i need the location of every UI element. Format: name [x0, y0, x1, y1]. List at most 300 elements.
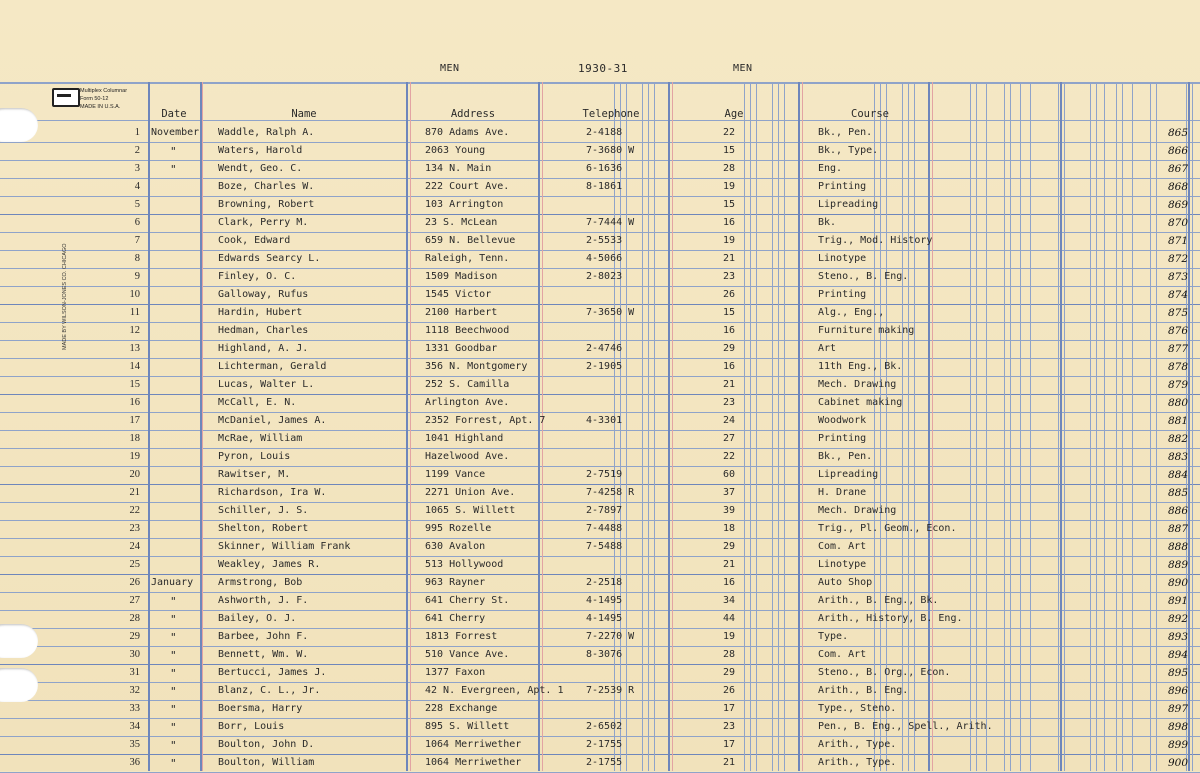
student-name: Bertucci, James J.: [218, 667, 327, 678]
student-address: 1041 Highland: [425, 433, 504, 444]
top-caption-right: MEN: [733, 63, 753, 74]
row-number: 10: [129, 289, 140, 300]
course-list: 11th Eng., Bk.: [818, 361, 903, 372]
student-name: Armstrong, Bob: [218, 577, 303, 588]
row-number: 11: [129, 307, 140, 318]
student-age: 28: [723, 649, 736, 660]
course-list: Printing: [818, 289, 867, 300]
student-age: 19: [723, 181, 736, 192]
telephone-number: 2-6502: [586, 721, 623, 732]
row-number: 36: [129, 757, 140, 768]
course-list: Lipreading: [818, 199, 879, 210]
record-number: 885: [1167, 487, 1188, 499]
telephone-number: 4-5066: [586, 253, 623, 264]
top-caption-left: MEN: [440, 63, 460, 74]
row-number: 28: [129, 613, 140, 624]
vertical-rule: [648, 82, 649, 771]
ditto-mark: ": [170, 163, 177, 176]
student-age: 17: [723, 739, 736, 750]
student-address: 2100 Harbert: [425, 307, 498, 318]
row-number: 32: [129, 685, 140, 696]
student-name: McDaniel, James A.: [218, 415, 327, 426]
telephone-number: 2-2518: [586, 577, 623, 588]
student-address: 222 Court Ave.: [425, 181, 510, 192]
student-name: Schiller, J. S.: [218, 505, 309, 516]
record-number: 900: [1167, 757, 1188, 769]
record-number: 895: [1167, 667, 1188, 679]
student-age: 21: [723, 379, 736, 390]
vertical-rule: [1058, 82, 1059, 771]
student-name: Shelton, Robert: [218, 523, 309, 534]
record-number: 879: [1167, 379, 1188, 391]
course-list: Type.: [818, 631, 849, 642]
student-name: Rawitser, M.: [218, 469, 291, 480]
telephone-number: 7-3680 W: [586, 145, 635, 156]
row-number: 30: [129, 649, 140, 660]
vertical-rule: [626, 82, 627, 771]
vertical-rule: [784, 82, 785, 771]
record-number: 865: [1167, 127, 1188, 139]
student-age: 24: [723, 415, 736, 426]
student-address: 1545 Victor: [425, 289, 492, 300]
column-header-telephone: Telephone: [582, 108, 640, 120]
vertical-rule: [654, 82, 655, 771]
vertical-rule: [202, 82, 203, 771]
record-number: 890: [1167, 577, 1188, 589]
row-number: 19: [129, 451, 140, 462]
student-age: 29: [723, 667, 736, 678]
student-age: 21: [723, 253, 736, 264]
telephone-number: 8-1861: [586, 181, 623, 192]
student-age: 15: [723, 307, 736, 318]
column-header-address: Address: [450, 108, 496, 120]
binder-hole: [0, 108, 38, 142]
student-address: 1064 Merriwether: [425, 757, 522, 768]
vertical-rule: [1060, 82, 1062, 771]
vertical-rule: [538, 82, 540, 771]
telephone-number: 8-3076: [586, 649, 623, 660]
course-list: Bk., Pen.: [818, 127, 873, 138]
telephone-number: 2-1755: [586, 757, 623, 768]
row-number: 23: [129, 523, 140, 534]
vertical-rule: [1020, 82, 1021, 771]
student-age: 21: [723, 757, 736, 768]
student-age: 23: [723, 271, 736, 282]
student-age: 28: [723, 163, 736, 174]
student-address: 870 Adams Ave.: [425, 127, 510, 138]
student-address: 1118 Beechwood: [425, 325, 510, 336]
student-name: Bailey, O. J.: [218, 613, 297, 624]
record-number: 899: [1167, 739, 1188, 751]
student-name: Waddle, Ralph A.: [218, 127, 315, 138]
row-number: 15: [129, 379, 140, 390]
student-address: 252 S. Camilla: [425, 379, 510, 390]
course-list: Woodwork: [818, 415, 867, 426]
row-number: 25: [129, 559, 140, 570]
course-list: Bk.: [818, 217, 837, 228]
student-address: 228 Exchange: [425, 703, 498, 714]
wilson-jones-logo: [52, 88, 80, 107]
vertical-rule: [1064, 82, 1065, 771]
record-number: 871: [1167, 235, 1188, 247]
student-age: 27: [723, 433, 736, 444]
course-list: Arith., B. Eng.: [818, 685, 909, 696]
student-address: 963 Rayner: [425, 577, 486, 588]
record-number: 870: [1167, 217, 1188, 229]
row-number: 2: [134, 145, 140, 156]
telephone-number: 7-3650 W: [586, 307, 635, 318]
student-age: 16: [723, 577, 736, 588]
student-name: Boulton, John D.: [218, 739, 315, 750]
telephone-number: 4-3301: [586, 415, 623, 426]
record-number: 896: [1167, 685, 1188, 697]
student-name: McRae, William: [218, 433, 303, 444]
course-list: Mech. Drawing: [818, 505, 897, 516]
course-list: Steno., B. Org., Econ.: [818, 667, 951, 678]
student-name: Edwards Searcy L.: [218, 253, 321, 264]
course-list: Com. Art: [818, 541, 867, 552]
telephone-number: 6-1636: [586, 163, 623, 174]
record-number: 898: [1167, 721, 1188, 733]
course-list: Alg., Eng.,: [818, 307, 885, 318]
ditto-mark: ": [170, 595, 177, 608]
vertical-rule: [1104, 82, 1105, 771]
record-number: 891: [1167, 595, 1188, 607]
vertical-rule: [406, 82, 408, 771]
telephone-number: 7-2539 R: [586, 685, 635, 696]
record-number: 877: [1167, 343, 1188, 355]
vertical-rule: [410, 82, 411, 771]
record-number: 894: [1167, 649, 1188, 661]
column-header-course: Course: [851, 108, 889, 120]
vertical-rule: [1096, 82, 1097, 771]
student-name: Barbee, John F.: [218, 631, 309, 642]
row-number: 24: [129, 541, 140, 552]
year-caption: 1930-31: [578, 62, 628, 75]
row-number: 8: [134, 253, 140, 264]
vertical-rule: [642, 82, 643, 771]
student-age: 18: [723, 523, 736, 534]
row-number: 34: [129, 721, 140, 732]
student-address: 2352 Forrest, Apt. 7: [425, 415, 546, 426]
row-number: 21: [129, 487, 140, 498]
row-number: 17: [129, 415, 140, 426]
telephone-number: 7-5488: [586, 541, 623, 552]
student-address: 641 Cherry St.: [425, 595, 510, 606]
ditto-mark: ": [170, 631, 177, 644]
record-number: 875: [1167, 307, 1188, 319]
student-name: Skinner, William Frank: [218, 541, 351, 552]
entry-date: November: [151, 127, 200, 138]
student-age: 19: [723, 631, 736, 642]
student-address: 1377 Faxon: [425, 667, 486, 678]
vertical-rule: [1090, 82, 1091, 771]
student-name: Galloway, Rufus: [218, 289, 309, 300]
vertical-rule: [1116, 82, 1117, 771]
row-number: 29: [129, 631, 140, 642]
vertical-rule: [976, 82, 977, 771]
student-address: 630 Avalon: [425, 541, 486, 552]
vertical-rule: [744, 82, 745, 771]
student-name: Browning, Robert: [218, 199, 315, 210]
telephone-number: 7-4488: [586, 523, 623, 534]
student-age: 19: [723, 235, 736, 246]
course-list: Arith., History, B. Eng.: [818, 613, 963, 624]
student-address: 510 Vance Ave.: [425, 649, 510, 660]
student-address: 23 S. McLean: [425, 217, 498, 228]
student-name: Hedman, Charles: [218, 325, 309, 336]
ditto-mark: ": [170, 145, 177, 158]
vertical-rule: [1150, 82, 1151, 771]
course-list: Bk., Pen.: [818, 451, 873, 462]
student-name: Waters, Harold: [218, 145, 303, 156]
student-name: Ashworth, J. F.: [218, 595, 309, 606]
student-age: 22: [723, 451, 736, 462]
course-list: Auto Shop: [818, 577, 873, 588]
logo-line-3: MADE IN U.S.A.: [80, 104, 121, 110]
student-address: 513 Hollywood: [425, 559, 504, 570]
telephone-number: 2-4746: [586, 343, 623, 354]
row-number: 7: [134, 235, 140, 246]
student-name: Richardson, Ira W.: [218, 487, 327, 498]
course-list: Printing: [818, 181, 867, 192]
student-age: 26: [723, 685, 736, 696]
student-name: Highland, A. J.: [218, 343, 309, 354]
manufacturer-mark: MADE BY WILSON-JONES CO. CHICAGO: [62, 243, 68, 350]
telephone-number: 2-4188: [586, 127, 623, 138]
ditto-mark: ": [170, 739, 177, 752]
column-header-date: Date: [161, 108, 187, 120]
logo-line-1: Multiplex Columnar: [80, 88, 128, 94]
record-number: 880: [1167, 397, 1188, 409]
record-number: 868: [1167, 181, 1188, 193]
column-header-name: Name: [291, 108, 317, 120]
student-name: Borr, Louis: [218, 721, 285, 732]
ditto-mark: ": [170, 721, 177, 734]
student-name: Weakley, James R.: [218, 559, 321, 570]
student-address: 1064 Merriwether: [425, 739, 522, 750]
telephone-number: 7-4258 R: [586, 487, 635, 498]
vertical-rule: [1188, 82, 1190, 771]
telephone-number: 7-2270 W: [586, 631, 635, 642]
binder-hole: [0, 624, 38, 658]
student-name: Pyron, Louis: [218, 451, 291, 462]
ditto-mark: ": [170, 649, 177, 662]
vertical-rule: [542, 82, 543, 771]
record-number: 897: [1167, 703, 1188, 715]
record-number: 892: [1167, 613, 1188, 625]
course-list: Cabinet making: [818, 397, 903, 408]
course-list: Trig., Pl. Geom., Econ.: [818, 523, 957, 534]
record-number: 872: [1167, 253, 1188, 265]
vertical-rule: [1122, 82, 1123, 771]
ditto-mark: ": [170, 667, 177, 680]
student-name: Boze, Charles W.: [218, 181, 315, 192]
vertical-rule: [750, 82, 751, 771]
vertical-rule: [802, 82, 803, 771]
ditto-mark: ": [170, 613, 177, 626]
course-list: Printing: [818, 433, 867, 444]
student-age: 44: [723, 613, 736, 624]
vertical-rule: [1030, 82, 1031, 771]
telephone-number: 7-7444 W: [586, 217, 635, 228]
row-number: 33: [129, 703, 140, 714]
record-number: 867: [1167, 163, 1188, 175]
telephone-number: 2-1905: [586, 361, 623, 372]
student-address: 103 Arrington: [425, 199, 504, 210]
student-address: 2063 Young: [425, 145, 486, 156]
telephone-number: 2-7897: [586, 505, 623, 516]
vertical-rule: [798, 82, 800, 771]
course-list: Eng.: [818, 163, 843, 174]
telephone-number: 2-7519: [586, 469, 623, 480]
student-address: 995 Rozelle: [425, 523, 492, 534]
row-number: 16: [129, 397, 140, 408]
vertical-rule: [668, 82, 670, 771]
student-name: Hardin, Hubert: [218, 307, 303, 318]
course-list: Arith., B. Eng., Bk.: [818, 595, 939, 606]
course-list: Linotype: [818, 559, 867, 570]
row-number: 26: [129, 577, 140, 588]
student-address: 1509 Madison: [425, 271, 498, 282]
telephone-number: 2-5533: [586, 235, 623, 246]
record-number: 884: [1167, 469, 1188, 481]
course-list: H. Drane: [818, 487, 867, 498]
course-list: Mech. Drawing: [818, 379, 897, 390]
student-address: 895 S. Willett: [425, 721, 510, 732]
row-number: 13: [129, 343, 140, 354]
telephone-number: 4-1495: [586, 595, 623, 606]
row-number: 31: [129, 667, 140, 678]
student-address: 1199 Vance: [425, 469, 486, 480]
vertical-rule: [970, 82, 971, 771]
student-name: Lichterman, Gerald: [218, 361, 327, 372]
record-number: 893: [1167, 631, 1188, 643]
row-number: 3: [134, 163, 140, 174]
row-number: 18: [129, 433, 140, 444]
vertical-rule: [756, 82, 757, 771]
course-list: Trig., Mod. History: [818, 235, 933, 246]
row-number: 9: [134, 271, 140, 282]
student-age: 23: [723, 397, 736, 408]
vertical-rule: [1192, 82, 1193, 771]
ditto-mark: ": [170, 685, 177, 698]
student-address: 1065 S. Willett: [425, 505, 516, 516]
student-address: 356 N. Montgomery: [425, 361, 528, 372]
row-number: 4: [134, 181, 140, 192]
student-address: 1813 Forrest: [425, 631, 498, 642]
vertical-rule: [778, 82, 779, 771]
student-name: Boersma, Harry: [218, 703, 303, 714]
course-list: Pen., B. Eng., Spell., Arith.: [818, 721, 993, 732]
record-number: 887: [1167, 523, 1188, 535]
student-name: Bennett, Wm. W.: [218, 649, 309, 660]
student-age: 16: [723, 361, 736, 372]
row-number: 6: [134, 217, 140, 228]
student-name: Cook, Edward: [218, 235, 291, 246]
record-number: 888: [1167, 541, 1188, 553]
row-number: 22: [129, 505, 140, 516]
vertical-rule: [148, 82, 150, 771]
course-list: Furniture making: [818, 325, 915, 336]
student-age: 17: [723, 703, 736, 714]
student-address: 2271 Union Ave.: [425, 487, 516, 498]
student-address: Arlington Ave.: [425, 397, 510, 408]
student-age: 60: [723, 469, 736, 480]
vertical-rule: [1156, 82, 1157, 771]
student-age: 29: [723, 343, 736, 354]
student-age: 37: [723, 487, 736, 498]
ditto-mark: ": [170, 703, 177, 716]
student-age: 15: [723, 145, 736, 156]
course-list: Arith., Type.: [818, 739, 897, 750]
student-age: 34: [723, 595, 736, 606]
course-list: Lipreading: [818, 469, 879, 480]
student-name: Boulton, William: [218, 757, 315, 768]
vertical-rule: [672, 82, 673, 771]
entry-date: January: [151, 577, 194, 588]
course-list: Art: [818, 343, 837, 354]
record-number: 878: [1167, 361, 1188, 373]
student-age: 22: [723, 127, 736, 138]
student-name: Blanz, C. L., Jr.: [218, 685, 321, 696]
row-number: 5: [134, 199, 140, 210]
student-address: 42 N. Evergreen, Apt. 1: [425, 685, 564, 696]
record-number: 869: [1167, 199, 1188, 211]
column-header-age: Age: [724, 108, 744, 120]
student-address: 659 N. Bellevue: [425, 235, 516, 246]
record-number: 866: [1167, 145, 1188, 157]
student-age: 26: [723, 289, 736, 300]
row-number: 14: [129, 361, 140, 372]
logo-line-2: Form 50-12: [80, 96, 109, 102]
student-name: Wendt, Geo. C.: [218, 163, 303, 174]
course-list: Steno., B. Eng.: [818, 271, 909, 282]
course-list: Arith., Type.: [818, 757, 897, 768]
record-number: 873: [1167, 271, 1188, 283]
student-address: 134 N. Main: [425, 163, 492, 174]
course-list: Com. Art: [818, 649, 867, 660]
record-number: 881: [1167, 415, 1188, 427]
row-number: 35: [129, 739, 140, 750]
student-age: 16: [723, 217, 736, 228]
student-name: McCall, E. N.: [218, 397, 297, 408]
student-age: 16: [723, 325, 736, 336]
student-address: 641 Cherry: [425, 613, 486, 624]
vertical-rule: [1004, 82, 1005, 771]
student-age: 23: [723, 721, 736, 732]
row-number: 12: [129, 325, 140, 336]
record-number: 882: [1167, 433, 1188, 445]
student-age: 29: [723, 541, 736, 552]
course-list: Linotype: [818, 253, 867, 264]
student-address: Raleigh, Tenn.: [425, 253, 510, 264]
record-number: 889: [1167, 559, 1188, 571]
student-name: Clark, Perry M.: [218, 217, 309, 228]
telephone-number: 2-8023: [586, 271, 623, 282]
student-address: 1331 Goodbar: [425, 343, 498, 354]
student-age: 21: [723, 559, 736, 570]
row-number: 27: [129, 595, 140, 606]
record-number: 876: [1167, 325, 1188, 337]
row-number: 20: [129, 469, 140, 480]
ditto-mark: ": [170, 757, 177, 770]
student-name: Finley, O. C.: [218, 271, 297, 282]
telephone-number: 4-1495: [586, 613, 623, 624]
student-age: 39: [723, 505, 736, 516]
course-list: Bk., Type.: [818, 145, 879, 156]
telephone-number: 2-1755: [586, 739, 623, 750]
